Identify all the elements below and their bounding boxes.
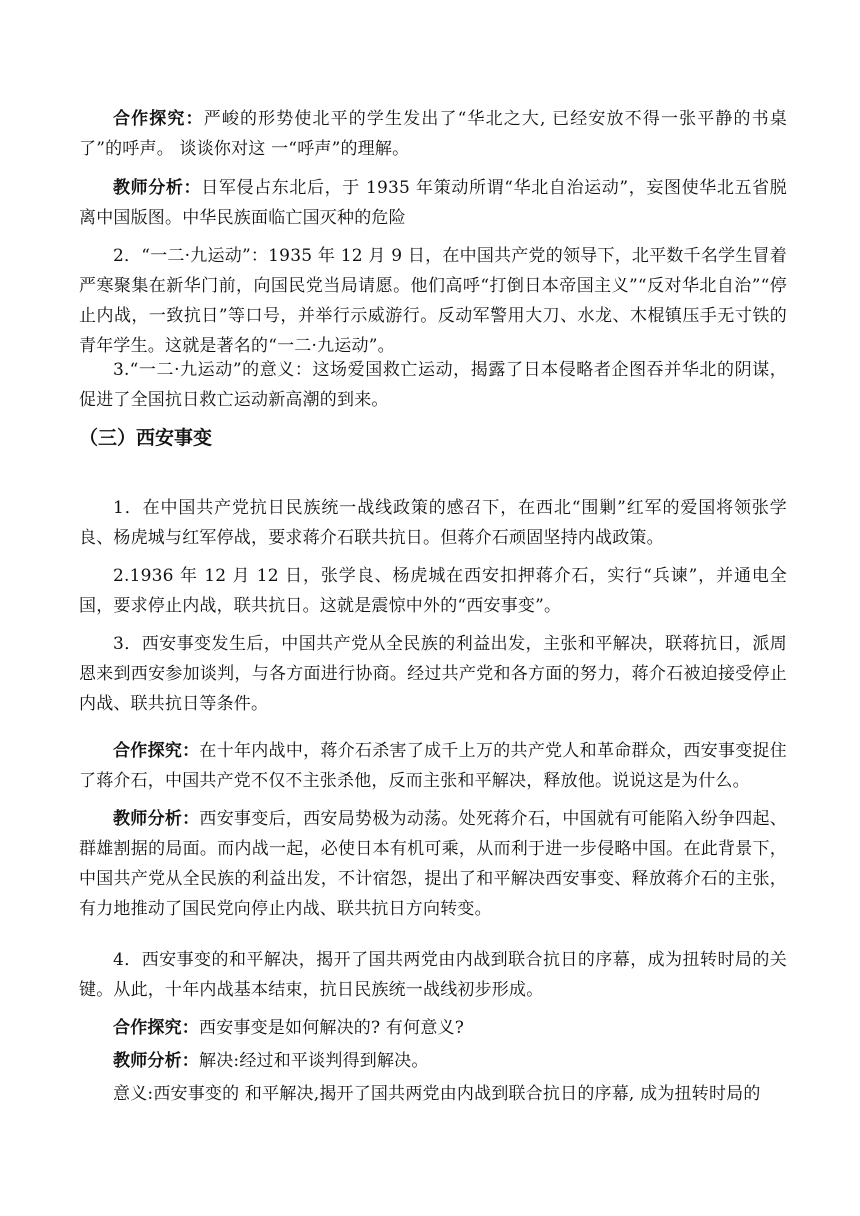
paragraph-teacher-analysis-3 — [79, 1046, 787, 1076]
paragraph-december-9-movement — [79, 241, 787, 361]
paragraph-lead: 合作探究： — [113, 1018, 199, 1038]
paragraph-xian-point-4 — [79, 945, 787, 1005]
paragraph-text: 4．西安事变的和平解决，揭开了国共两党由内战到联合抗日的序幕，成为扭转时局的关键。从此，十年内战基本结束，抗日民族统一战线初步形成。 — [79, 950, 787, 1000]
paragraph-text: 3.“一二·九运动”的意义：这场爱国救亡运动，揭露了日本侵略者企图吞并华北的阴谋，促进了全国抗日救亡运动新高潮的到来。 — [79, 360, 787, 410]
paragraph-cooperative-inquiry-3 — [79, 1013, 787, 1043]
paragraph-xian-point-1 — [79, 493, 787, 553]
paragraph-lead: 教师分析： — [113, 1051, 199, 1071]
paragraph-text: 日军侵占东北后，于 1935 年策动所谓“华北自治运动”，妄图使华北五省脱离中国版图。中华民族面临亡国灭种的危险 — [79, 178, 787, 228]
paragraph-text: 在十年内战中，蒋介石杀害了成千上万的共产党人和革命群众，西安事变捉住了蒋介石，中国共产党不仅不主张杀他，反而主张和平解决，释放他。说说这是为什么。 — [79, 741, 787, 791]
paragraph-movement-significance — [79, 355, 787, 415]
paragraph-text: 西安事变后，西安局势极为动荡。处死蒋介石，中国就有可能陷入纷争四起、群雄割据的局面。而内战一起，必使日本有机可乘，从而利于进一步侵略中国。在此背景下，中国共产党从全民族的利益出发，不计宿怨，提出了和平解决西安事变、释放蒋介石的主张，有力地推动了国民党向停止内战、联共抗日方向转变。 — [79, 809, 787, 919]
paragraph-lead: 合作探究： — [113, 741, 200, 761]
paragraph-text: 西安事变是如何解决的? 有何意义? — [199, 1018, 465, 1038]
paragraph-text: 意义:西安事变的 和平解决,揭开了国共两党由内战到联合抗日的序幕, 成为扭转时局的 — [113, 1084, 761, 1104]
paragraph-xian-point-2 — [79, 561, 787, 621]
paragraph-cooperative-inquiry-2 — [79, 736, 787, 796]
paragraph-significance — [79, 1079, 787, 1109]
paragraph-text: 1．在中国共产党抗日民族统一战线政策的感召下，在西北“围剿”红军的爱国将领张学良、杨虎城与红军停战，要求蒋介石联共抗日。但蒋介石顽固坚持内战政策。 — [79, 498, 787, 548]
paragraph-text: 3．西安事变发生后，中国共产党从全民族的利益出发，主张和平解决，联蒋抗日，派周恩来到西安参加谈判，与各方面进行协商。经过共产党和各方面的努力，蒋介石被迫接受停止内战、联共抗日等条件。 — [79, 634, 787, 714]
paragraph-teacher-analysis-1 — [79, 173, 787, 233]
paragraph-text: 解决:经过和平谈判得到解决。 — [199, 1051, 429, 1071]
paragraph-text: 2．“一二·九运动”：1935 年 12 月 9 日，在中国共产党的领导下，北平数千名学生冒着严寒聚集在新华门前，向国民党当局请愿。他们高呼“打倒日本帝国主义”“反对华北自治”“停止内战，一致抗日”等口号，并举行示威游行。反动军警用大刀、水龙、木棍镇压手无寸铁的青年学生。这就是著名的“一二·九运动”。 — [79, 246, 787, 356]
section-heading-xian-incident: （三）西安事变 — [79, 427, 213, 449]
paragraph-lead: 教师分析： — [113, 809, 200, 829]
paragraph-lead: 教师分析： — [113, 178, 202, 198]
paragraph-teacher-analysis-2 — [79, 804, 787, 924]
paragraph-lead: 合作探究： — [113, 109, 204, 129]
paragraph-xian-point-3 — [79, 629, 787, 719]
paragraph-text: 严峻的形势使北平的学生发出了“华北之大, 已经安放不得一张平静的书桌了”的呼声。 谈谈你对这 一“呼声”的理解。 — [79, 109, 787, 159]
paragraph-text: 2.1936 年 12 月 12 日，张学良、杨虎城在西安扣押蒋介石，实行“兵谏”，并通电全国，要求停止内战，联共抗日。这就是震惊中外的“西安事变”。 — [79, 566, 787, 616]
paragraph-cooperative-inquiry-1 — [79, 104, 787, 164]
